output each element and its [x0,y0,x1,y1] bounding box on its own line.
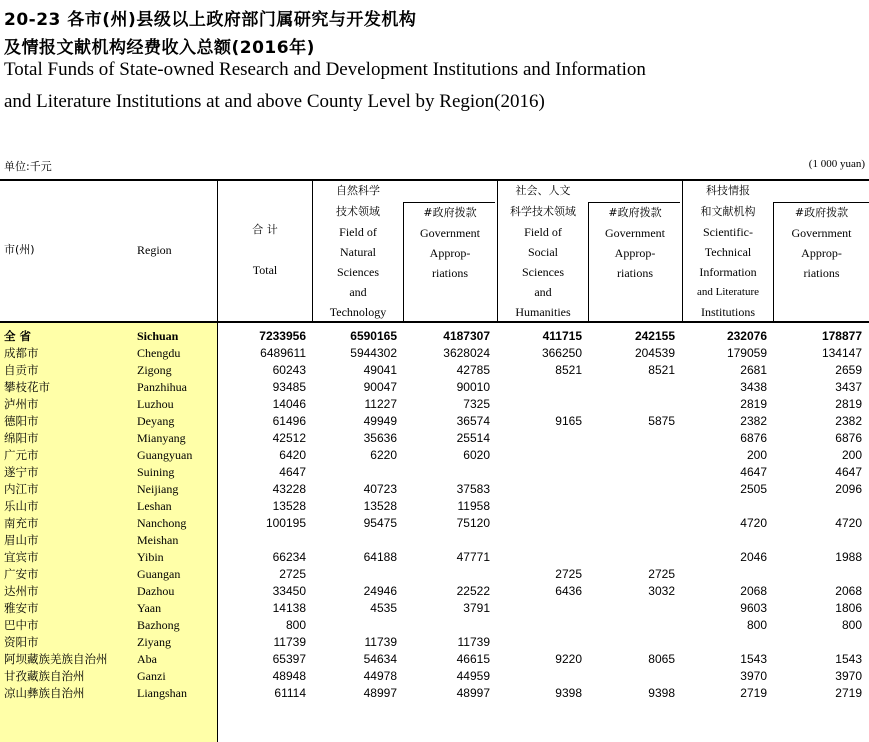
row-region-name: Guangyuan [137,448,193,462]
row-value-col6: 200 [746,448,767,462]
row-value-col6: 2046 [740,550,767,564]
table-row [0,600,869,617]
row-value-col6: 2819 [740,397,767,411]
row-value-col3: 90010 [456,380,490,394]
row-value-col6: 3438 [740,380,767,394]
table-row [0,345,869,362]
row-value-col7: 4647 [835,465,862,479]
row-value-col1: 6489611 [260,346,306,360]
row-value-col7: 6876 [835,431,862,445]
row-value-col4: 6436 [555,584,582,598]
row-city-name: 广元市 [4,448,39,462]
table-row [0,447,869,464]
row-value-col6: 4647 [740,465,767,479]
row-value-col6: 2068 [740,584,767,598]
row-value-col6: 2681 [740,363,767,377]
header-total-en: Total [252,263,278,277]
row-value-col6: 6876 [740,431,767,445]
row-value-col7: 2719 [835,686,862,700]
row-region-name: Sichuan [137,329,179,343]
row-value-col1: 4647 [279,465,306,479]
table-row [0,498,869,515]
header-soc-group: 社会、人文 [515,184,571,197]
row-region-name: Nanchong [137,516,187,530]
row-value-col3: 36574 [456,414,490,428]
row-region-name: Chengdu [137,346,181,360]
row-value-col3: 7325 [463,397,490,411]
header-city: 市(州) [4,243,35,256]
row-value-col2: 11227 [364,397,397,411]
row-value-col1: 93485 [272,380,306,394]
row-city-name: 达州市 [4,584,39,598]
row-value-col3: 46615 [456,652,490,666]
row-value-col6: 2719 [740,686,767,700]
table-row [0,583,869,600]
title-cn-line2: 及情报文献机构经费收入总额(2016年) [4,38,315,58]
row-value-col4: 8521 [555,363,582,377]
row-region-name: Ganzi [137,669,166,683]
row-city-name: 自贡市 [4,363,39,377]
table-row [0,413,869,430]
row-region-name: Neijiang [137,482,179,496]
row-city-name: 德阳市 [4,414,39,428]
header-total-cn: 合 计 [252,223,278,236]
row-value-col3: 3628024 [443,346,490,360]
row-value-col1: 14138 [272,601,306,615]
table-body [0,328,869,702]
row-value-col3: 4187307 [443,329,490,343]
title-en-line2: and Literature Institutions at and above County Level by Region(2016) [4,91,545,112]
row-value-col1: 42512 [272,431,306,445]
row-value-col7: 1988 [835,550,862,564]
row-value-col5: 8065 [648,652,675,666]
row-region-name: Panzhihua [137,380,187,394]
row-value-col1: 48948 [272,669,306,683]
table-row [0,532,869,549]
row-city-name: 泸州市 [4,397,39,411]
row-value-col2: 49041 [363,363,397,377]
title-en-line1: Total Funds of State-owned Research and Development Institutions and Information [4,59,646,80]
row-city-name: 雅安市 [4,601,39,615]
row-value-col3: 6020 [463,448,490,462]
header-info-group: 科技情报 [706,184,750,197]
table-row [0,566,869,583]
header-soc-sub: 科学技术领域 Field of Social Sciences and Humanities [510,205,576,319]
row-region-name: Ziyang [137,635,171,649]
row-city-name: 甘孜藏族自治州 [4,669,85,683]
table-row [0,549,869,566]
row-value-col5: 8521 [648,363,675,377]
table-row [0,668,869,685]
row-city-name: 巴中市 [4,618,39,632]
row-region-name: Mianyang [137,431,186,445]
row-city-name: 资阳市 [4,635,39,649]
row-region-name: Zigong [137,363,172,377]
table-row [0,464,869,481]
row-value-col4: 9398 [555,686,582,700]
row-value-col3: 48997 [456,686,490,700]
row-value-col3: 75120 [456,516,490,530]
row-region-name: Deyang [137,414,175,428]
row-value-col7: 4720 [835,516,862,530]
row-value-col2: 6590165 [350,329,397,343]
row-value-col7: 800 [841,618,862,632]
row-region-name: Leshan [137,499,172,513]
row-value-col1: 61114 [274,686,306,700]
row-region-name: Liangshan [137,686,187,700]
row-value-col2: 5944302 [350,346,397,360]
row-value-col6: 9603 [740,601,767,615]
row-value-col6: 232076 [726,329,767,343]
row-value-col1: 7233956 [259,329,306,343]
row-value-col2: 90047 [363,380,397,394]
header-nat-group: 自然科学 [336,184,380,197]
row-value-col7: 3437 [835,380,862,394]
row-value-col2: 24946 [363,584,397,598]
row-value-col1: 14046 [272,397,306,411]
header-info-sub: 和文献机构 Scientific- Technical Information and Literature Institutions [697,205,759,319]
table-row [0,685,869,702]
table-row [0,362,869,379]
row-region-name: Aba [137,652,157,666]
row-value-col6: 2382 [740,414,767,428]
row-value-col4: 411715 [542,329,582,343]
table-row [0,328,869,345]
row-value-col4: 366250 [541,346,582,360]
row-value-col5: 2725 [648,567,675,581]
row-value-col7: 178877 [821,329,862,343]
row-city-name: 全 省 [4,329,32,343]
row-value-col4: 9220 [555,652,582,666]
row-value-col1: 65397 [272,652,306,666]
row-region-name: Suining [137,465,175,479]
row-value-col1: 33450 [272,584,306,598]
header-nat-gov: #政府拨款 Government Approp- riations [420,206,480,280]
row-region-name: Dazhou [137,584,175,598]
row-value-col5: 5875 [648,414,675,428]
row-value-col7: 2096 [835,482,862,496]
row-value-col2: 49949 [363,414,397,428]
row-region-name: Yibin [137,550,164,564]
row-value-col2: 44978 [363,669,397,683]
row-value-col2: 11739 [364,635,397,649]
row-value-col7: 2659 [835,363,862,377]
row-city-name: 南充市 [4,516,39,530]
row-city-name: 绵阳市 [4,431,39,445]
title-cn-line1: 20-23 各市(州)县级以上政府部门属研究与开发机构 [4,10,417,30]
row-city-name: 乐山市 [4,499,39,513]
unit-label-cn: 单位:千元 [4,160,52,173]
row-value-col2: 35636 [363,431,397,445]
row-value-col3: 3791 [463,601,490,615]
row-value-col7: 2819 [835,397,862,411]
row-value-col6: 800 [746,618,767,632]
table-row [0,634,869,651]
row-value-col7: 200 [841,448,862,462]
table-row [0,617,869,634]
table-row [0,430,869,447]
row-value-col7: 2382 [835,414,862,428]
table-row [0,651,869,668]
row-city-name: 攀枝花市 [4,380,50,394]
row-value-col2: 6220 [370,448,397,462]
row-value-col6: 2505 [740,482,767,496]
row-value-col6: 1543 [740,652,767,666]
row-value-col4: 2725 [555,567,582,581]
row-city-name: 广安市 [4,567,39,581]
table-row [0,396,869,413]
row-value-col2: 95475 [363,516,397,530]
header-region: Region [137,243,172,257]
row-city-name: 遂宁市 [4,465,39,479]
row-value-col7: 134147 [821,346,862,360]
row-city-name: 阿坝藏族羌族自治州 [4,652,108,666]
row-value-col4: 9165 [555,414,582,428]
row-value-col6: 3970 [740,669,767,683]
row-value-col5: 9398 [648,686,675,700]
row-value-col7: 2068 [835,584,862,598]
row-region-name: Yaan [137,601,162,615]
header-info-gov: #政府拨款 Government Approp- riations [791,206,852,280]
row-value-col2: 54634 [363,652,397,666]
row-value-col1: 61496 [272,414,306,428]
row-value-col2: 13528 [363,499,397,513]
row-value-col7: 3970 [835,669,862,683]
table-row [0,481,869,498]
row-value-col1: 800 [285,618,306,632]
row-value-col1: 6420 [279,448,306,462]
unit-label-en: (1 000 yuan) [808,158,865,170]
row-value-col3: 42785 [456,363,490,377]
row-value-col1: 11739 [273,635,306,649]
table-row [0,379,869,396]
row-value-col3: 11958 [457,499,490,513]
row-city-name: 宜宾市 [4,550,39,564]
row-value-col6: 179059 [726,346,767,360]
row-value-col3: 44959 [456,669,490,683]
row-value-col1: 100195 [265,516,306,530]
row-value-col6: 4720 [740,516,767,530]
row-value-col3: 47771 [456,550,490,564]
row-region-name: Guangan [137,567,181,581]
row-region-name: Luzhou [137,397,174,411]
row-value-col3: 37583 [456,482,490,496]
row-city-name: 凉山彝族自治州 [4,686,85,700]
row-value-col1: 66234 [272,550,306,564]
row-value-col2: 4535 [370,601,397,615]
row-value-col2: 48997 [363,686,397,700]
row-value-col3: 25514 [456,431,490,445]
row-value-col2: 64188 [363,550,397,564]
col-divider [217,180,218,322]
row-value-col5: 3032 [648,584,675,598]
table-row [0,515,869,532]
row-city-name: 眉山市 [4,533,39,547]
row-value-col5: 242155 [634,329,675,343]
row-city-name: 内江市 [4,482,39,496]
row-value-col1: 2725 [279,567,306,581]
row-region-name: Bazhong [137,618,180,632]
row-value-col3: 11739 [457,635,490,649]
header-nat-sub: 技术领域 Field of Natural Sciences and Technology [329,205,387,319]
row-region-name: Meishan [137,533,179,547]
header-soc-gov: #政府拨款 Government Approp- riations [605,206,665,280]
row-value-col1: 13528 [272,499,306,513]
row-city-name: 成都市 [4,346,39,360]
row-value-col1: 60243 [272,363,306,377]
row-value-col5: 204539 [634,346,675,360]
row-value-col7: 1806 [835,601,862,615]
row-value-col3: 22522 [456,584,490,598]
row-value-col1: 43228 [272,482,306,496]
row-value-col2: 40723 [363,482,397,496]
row-value-col7: 1543 [835,652,862,666]
